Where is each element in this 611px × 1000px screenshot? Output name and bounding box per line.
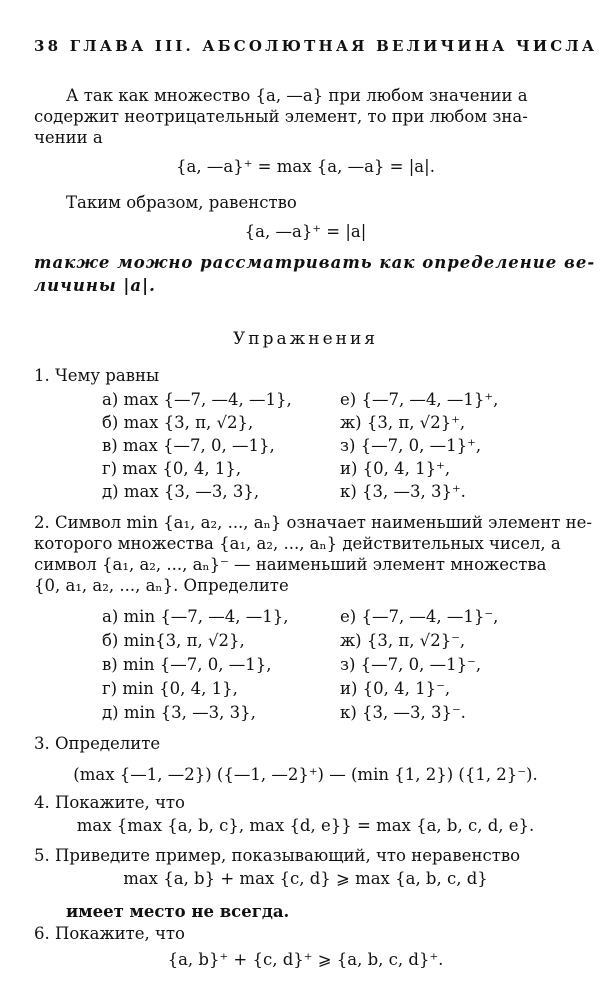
- section-title: Упражнения: [232, 329, 379, 349]
- exercise-5-tail: имеет место не всегда.: [66, 902, 290, 921]
- ex1-right-e: к) {3, —3, 3}⁺.: [340, 482, 466, 501]
- ex1-left-a: а) max {—7, —4, —1},: [102, 390, 292, 409]
- ex1-left-c: в) max {—7, 0, —1},: [102, 436, 275, 455]
- ex1-left-b: б) max {3, π, √2},: [102, 413, 254, 432]
- intro-line-4: Таким образом, равенство: [66, 193, 297, 212]
- ex1-left-d: г) max {0, 4, 1},: [102, 459, 242, 478]
- exercise-3-formula: (max {—1, —2}) ({—1, —2}⁺) — (min {1, 2}) ({1, 2}⁻).: [73, 765, 538, 784]
- ex1-left-e: д) max {3, —3, 3},: [102, 482, 260, 501]
- ex1-right-d: и) {0, 4, 1}⁺,: [340, 459, 451, 478]
- exercise-1-title: 1. Чему равны: [34, 366, 160, 385]
- ex2-left-b: б) min{3, π, √2},: [102, 631, 245, 650]
- ex2-right-a: е) {—7, —4, —1}⁻,: [340, 607, 499, 626]
- intro-line-3: чении a: [34, 128, 103, 147]
- running-header: 38 ГЛАВА III. АБСОЛЮТНАЯ ВЕЛИЧИНА ЧИСЛА: [34, 37, 598, 55]
- ex1-right-b: ж) {3, π, √2}⁺,: [340, 413, 466, 432]
- exercise-2-line-3: символ {a₁, a₂, ..., aₙ}⁻ — наименьший элемент множества: [34, 555, 547, 574]
- ex2-left-e: д) min {3, —3, 3},: [102, 703, 256, 722]
- exercise-5-formula: max {a, b} + max {c, d} ⩾ max {a, b, c, d}: [123, 869, 488, 888]
- intro-line-2: содержит неотрицательный элемент, то при любом зна-: [34, 107, 528, 126]
- exercise-4-title: 4. Покажите, что: [34, 793, 185, 812]
- exercise-6-formula: {a, b}⁺ + {c, d}⁺ ⩾ {a, b, c, d}⁺.: [167, 950, 444, 969]
- exercise-5-title: 5. Приведите пример, показывающий, что неравенство: [34, 846, 521, 865]
- ex2-left-a: а) min {—7, —4, —1},: [102, 607, 289, 626]
- intro-line-1: А так как множество {a, —a} при любом значении a: [66, 86, 528, 105]
- ex2-right-b: ж) {3, π, √2}⁻,: [340, 631, 466, 650]
- exercise-2-line-4: {0, a₁, a₂, ..., aₙ}. Определите: [34, 576, 289, 595]
- definition-line-2: личины |a|.: [34, 276, 156, 295]
- formula-1: {a, —a}⁺ = max {a, —a} = |a|.: [176, 157, 435, 176]
- ex2-left-c: в) min {—7, 0, —1},: [102, 655, 272, 674]
- exercise-2-line-1: 2. Символ min {a₁, a₂, ..., aₙ} означает наименьший элемент не-: [34, 513, 592, 532]
- exercise-3-title: 3. Определите: [34, 734, 161, 753]
- exercise-6-title: 6. Покажите, что: [34, 924, 185, 943]
- ex2-left-d: г) min {0, 4, 1},: [102, 679, 238, 698]
- ex1-right-c: з) {—7, 0, —1}⁺,: [340, 436, 482, 455]
- exercise-4-formula: max {max {a, b, c}, max {d, e}} = max {a, b, c, d, e}.: [76, 816, 535, 835]
- exercise-2-line-2: которого множества {a₁, a₂, ..., aₙ} действительных чисел, а: [34, 534, 561, 553]
- ex2-right-c: з) {—7, 0, —1}⁻,: [340, 655, 482, 674]
- ex2-right-d: и) {0, 4, 1}⁻,: [340, 679, 451, 698]
- formula-2: {a, —a}⁺ = |a|: [244, 222, 367, 241]
- ex1-right-a: е) {—7, —4, —1}⁺,: [340, 390, 499, 409]
- definition-line-1: также можно рассматривать как определение ве-: [34, 253, 596, 272]
- ex2-right-e: к) {3, —3, 3}⁻.: [340, 703, 466, 722]
